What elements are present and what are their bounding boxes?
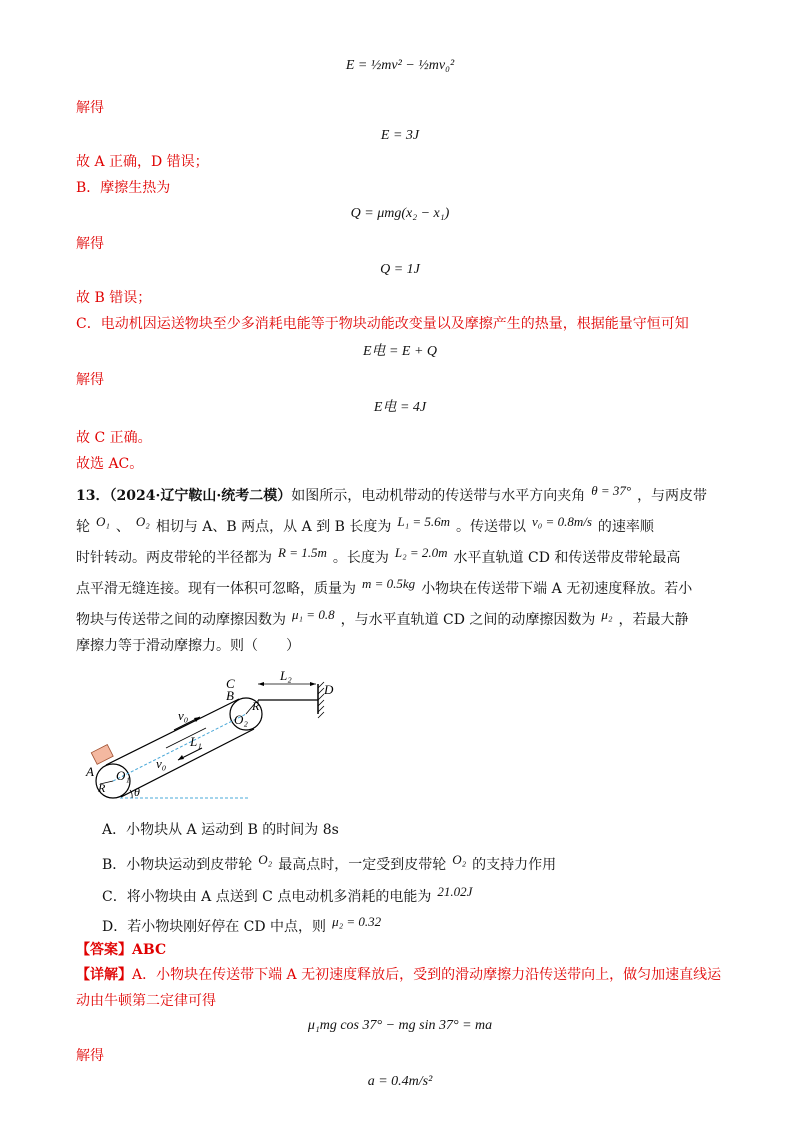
final-choice: 故选 AC。: [76, 456, 144, 472]
question-text: 水平直轨道 CD 和传送带皮带轮最高: [453, 550, 681, 566]
question-text: 如图所示，电动机带动的传送带与水平方向夹角: [291, 488, 586, 504]
question-text: 、: [115, 519, 130, 535]
formula-o2: O₂: [452, 852, 467, 867]
formula-o2: O₂: [258, 852, 273, 867]
question-line-2: [76, 509, 728, 540]
jiede-label: 解得: [76, 1048, 104, 1064]
question-text: ，若最大静: [618, 612, 689, 628]
question-text: 轮: [76, 519, 90, 535]
question-13: [76, 478, 728, 659]
formula-m: m = 0.5kg: [362, 576, 416, 591]
question-text: ，与水平直轨道 CD 之间的动摩擦因数为: [340, 612, 596, 628]
detail-paragraph: [76, 962, 728, 1014]
question-text: 相切与 A、B 两点，从 A 到 B 长度为: [155, 519, 392, 535]
option-d: [102, 912, 722, 937]
formula-energy: 21.02J: [437, 884, 473, 899]
electric-energy-result: E电 = 4J: [373, 400, 427, 415]
option-text: 最高点时，一定受到皮带轮: [278, 857, 447, 873]
label-a: A: [86, 764, 94, 779]
question-line-1: [76, 478, 728, 509]
label-theta: θ: [134, 785, 140, 799]
label-r-top: R: [252, 699, 260, 713]
question-text: 时针转动。两皮带轮的半径都为: [76, 550, 272, 566]
jiede-label: 解得: [76, 100, 104, 116]
option-a: A．小物块从 A 运动到 B 的时间为 8s: [102, 822, 339, 838]
conclusion-b: 故 B 错误；: [76, 290, 152, 306]
formula-l2: L₂ = 2.0m: [394, 545, 448, 560]
question-text: 小物块在传送带下端 A 无初速度释放。若小: [421, 581, 693, 597]
question-line-6: 摩擦力等于滑动摩擦力。则（ ）: [76, 638, 300, 654]
question-line-5: [76, 602, 728, 633]
electric-energy-equation: E电 = E + Q: [362, 344, 438, 359]
newton-equation: μ₁mg cos 37° − mg sin 37° = ma: [307, 1018, 493, 1033]
label-b: B: [226, 688, 234, 703]
conclusion-a: 故 A 正确，D 错误；: [76, 154, 209, 170]
acceleration-result: a = 0.4m/s²: [367, 1074, 433, 1089]
question-text: ，与两皮带: [637, 488, 708, 504]
option-text: C．将小物块由 A 点送到 C 点电动机多消耗的电能为: [102, 889, 432, 905]
answer-label: 【答案】ABC: [76, 942, 167, 958]
label-o1: O₁: [116, 768, 130, 783]
heat-result: Q = 1J: [380, 262, 420, 277]
detail-label: 【详解】: [76, 967, 132, 983]
question-text: 。传送带以: [456, 519, 527, 535]
jiede-label: 解得: [76, 236, 104, 252]
formula-o2: O₂: [135, 514, 150, 529]
option-text: B．小物块运动到皮带轮: [102, 857, 253, 873]
question-line-4: [76, 571, 728, 602]
heat-equation: Q = μmg(x₂ − x₁): [350, 206, 450, 221]
question-text: 物块与传送带之间的动摩擦因数为: [76, 612, 286, 628]
label-o2: O₂: [234, 712, 248, 727]
option-c: [102, 882, 722, 907]
option-b-heading: B．摩擦生热为: [76, 180, 171, 196]
jiede-label: 解得: [76, 372, 104, 388]
question-text: 点平滑无缝连接。现有一体积可忽略，质量为: [76, 581, 356, 597]
formula-mu2: μ₂: [601, 607, 613, 622]
option-text: 的支持力作用: [472, 857, 557, 873]
question-line-3: [76, 540, 728, 571]
formula-v0: v₀ = 0.8m/s: [532, 514, 592, 529]
label-v0-top: v₀: [178, 708, 189, 723]
question-text: 。长度为: [332, 550, 389, 566]
small-block: [91, 745, 113, 765]
question-number: 13．: [76, 488, 110, 504]
conveyor-figure: [80, 666, 340, 808]
question-source: （2024·辽宁鞍山·统考二模）: [109, 488, 292, 504]
formula-mu1: μ₁ = 0.8: [292, 607, 335, 622]
label-l2: L₂: [280, 668, 292, 683]
formula-o1: O₁: [96, 514, 110, 529]
label-v0-bottom: v₀: [156, 756, 167, 771]
formula-r: R = 1.5m: [278, 545, 327, 560]
energy-equation: E = ½mv² − ½mv₀²: [345, 58, 455, 73]
label-r-bottom: R: [98, 781, 106, 795]
label-l1: L₁: [190, 734, 202, 749]
formula-mu2: μ₂ = 0.32: [332, 914, 382, 929]
option-c-heading: C．电动机因运送物块至少多消耗电能等于物块动能改变量以及摩擦产生的热量，根据能量守恒可知: [76, 316, 689, 332]
formula-l1: L₁ = 5.6m: [397, 514, 451, 529]
label-d: D: [324, 682, 334, 697]
label-c: C: [226, 676, 235, 691]
option-b: [102, 850, 722, 875]
energy-result: E = 3J: [380, 128, 420, 143]
question-text: 的速率顺: [597, 519, 654, 535]
detail-text: A．小物块在传送带下端 A 无初速度释放后，受到的滑动摩擦力沿传送带向上，做匀加速直线运动由牛顿第二定律可得: [76, 967, 722, 1009]
conclusion-c: 故 C 正确。: [76, 430, 152, 446]
option-text: D．若小物块刚好停在 CD 中点，则: [102, 919, 327, 935]
formula-theta: θ = 37°: [591, 483, 632, 498]
